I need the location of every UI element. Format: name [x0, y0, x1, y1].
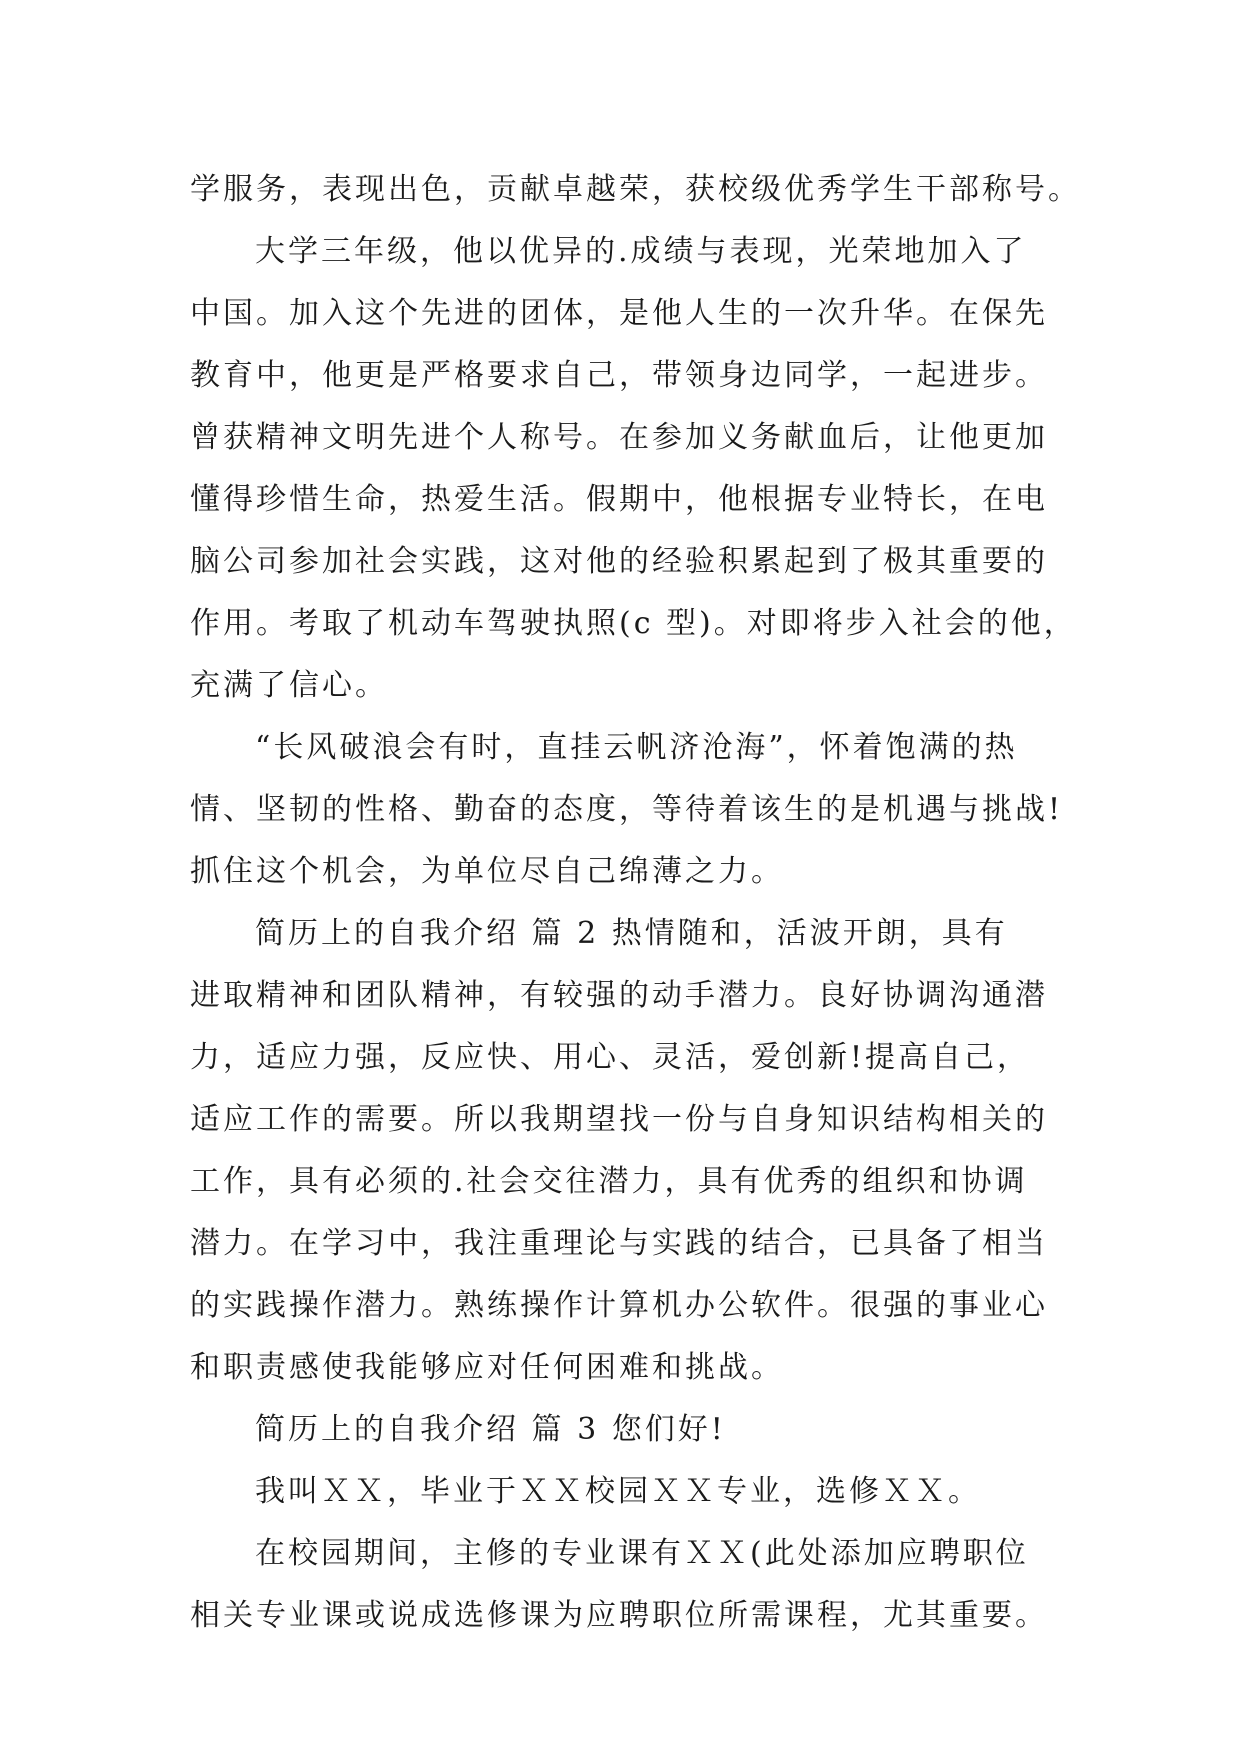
text-line: 充满了信心。	[190, 668, 388, 703]
text-line: 相关专业课或说成选修课为应聘职位所需课程，尤其重要。	[190, 1598, 1048, 1633]
text-line: 力，适应力强，反应快、用心、灵活，爱创新!提高自己，	[190, 1040, 1031, 1075]
text-line: 进取精神和团队精神，有较强的动手潜力。良好协调沟通潜	[190, 978, 1048, 1013]
text-line: 工作，具有必须的.社会交往潜力，具有优秀的组织和协调	[190, 1164, 1028, 1199]
text-line: 学服务，表现出色，贡献卓越荣，获校级优秀学生干部称号。	[190, 172, 1081, 207]
text-line: 和职责感使我能够应对任何困难和挑战。	[190, 1350, 784, 1385]
section-heading-line: 简历上的自我介绍 篇 2 热情随和，活波开朗，具有	[255, 916, 1008, 951]
paragraph-start-line: 我叫ＸＸ，毕业于ＸＸ校园ＸＸ专业，选修ＸＸ。	[255, 1474, 981, 1509]
text-line: 作用。考取了机动车驾驶执照(c 型)。对即将步入社会的他，	[190, 606, 1077, 641]
text-line: 脑公司参加社会实践，这对他的经验积累起到了极其重要的	[190, 544, 1048, 579]
text-line: 抓住这个机会，为单位尽自己绵薄之力。	[190, 854, 784, 889]
text-line: 曾获精神文明先进个人称号。在参加义务献血后，让他更加	[190, 420, 1048, 455]
text-line: 教育中，他更是严格要求自己，带领身边同学，一起进步。	[190, 358, 1048, 393]
text-line: 中国。加入这个先进的团体，是他人生的一次升华。在保先	[190, 296, 1048, 331]
paragraph-start-line: 在校园期间，主修的专业课有ＸＸ(此处添加应聘职位	[255, 1536, 1029, 1571]
paragraph-start-line: “长风破浪会有时，直挂云帆济沧海”，怀着饱满的热	[255, 730, 1018, 765]
paragraph-start-line: 大学三年级，他以优异的.成绩与表现，光荣地加入了	[255, 234, 1027, 269]
text-line: 情、坚韧的性格、勤奋的态度，等待着该生的是机遇与挑战!	[190, 792, 1064, 827]
text-line: 潜力。在学习中，我注重理论与实践的结合，已具备了相当	[190, 1226, 1048, 1261]
section-heading-line: 简历上的自我介绍 篇 3 您们好!	[255, 1412, 726, 1447]
text-line: 懂得珍惜生命，热爱生活。假期中，他根据专业特长，在电	[190, 482, 1048, 517]
text-line: 适应工作的需要。所以我期望找一份与自身知识结构相关的	[190, 1102, 1048, 1137]
text-line: 的实践操作潜力。熟练操作计算机办公软件。很强的事业心	[190, 1288, 1048, 1323]
